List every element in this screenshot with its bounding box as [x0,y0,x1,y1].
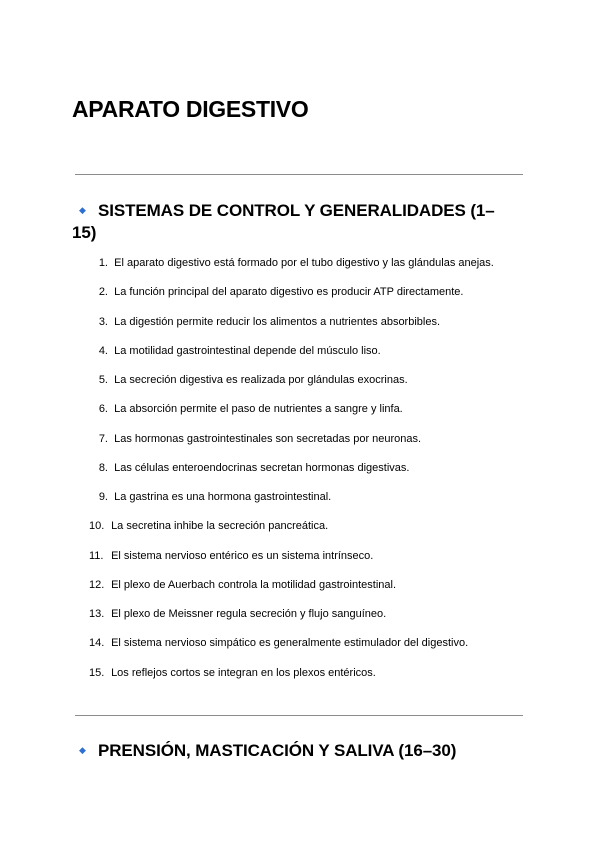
list-item [89,518,549,547]
list-item [89,489,549,518]
horizontal-rule [75,174,523,175]
item-text: Los reflejos cortos se integran en los plexos entéricos. [111,666,376,679]
item-text: El aparato digestivo está formado por el tubo digestivo y las glándulas anejas. [114,257,494,269]
item-text: La secreción digestiva es realizada por glándulas exocrinas. [114,374,408,386]
section-heading-text: PRENSIÓN, MASTICACIÓN Y SALIVA (16–30) [98,741,457,760]
statement-list [89,255,549,694]
item-text: La absorción permite el paso de nutrientes a sangre y linfa. [114,403,403,416]
item-number: 15. [89,666,105,679]
item-number: 14. [89,637,105,650]
item-number: 8. [98,461,108,474]
item-text: El plexo de Meissner regula secreción y flujo sanguíneo. [111,608,387,620]
item-text: La función principal del aparato digestivo es producir ATP directamente. [114,286,464,299]
item-text: La secretina inhibe la secreción pancreática. [111,520,329,533]
section-heading-control [72,199,502,244]
section-heading-prension [72,739,502,762]
item-text: Las hormonas gastrointestinales son secretadas por neuronas. [114,432,422,445]
item-text: El sistema nervioso simpático es generalmente estimulador del digestivo. [111,637,469,650]
list-item [89,635,549,664]
list-item [89,577,549,606]
item-text: La gastrina es una hormona gastrointestinal. [114,491,332,503]
list-item [89,606,549,635]
section-heading-text: SISTEMAS DE CONTROL Y GENERALIDADES (1–15) [72,201,495,242]
item-number: 13. [89,608,105,620]
item-number: 4. [98,344,108,357]
list-item [89,343,549,372]
item-text: La motilidad gastrointestinal depende del músculo liso. [114,344,381,357]
item-text: El plexo de Auerbach controla la motilidad gastrointestinal. [111,578,397,591]
item-number: 9. [98,491,108,503]
list-item [89,548,549,577]
diamond-bullet-icon: ◆ [79,745,86,755]
list-item [89,401,549,430]
item-number: 12. [89,578,105,591]
item-text: La digestión permite reducir los alimentos a nutrientes absorbibles. [114,315,441,328]
item-number: 6. [98,403,108,416]
item-number: 11. [89,549,104,562]
list-item [89,665,549,694]
list-item [89,372,549,401]
item-number: 10. [89,520,105,533]
document-title: APARATO DIGESTIVO [72,96,309,122]
list-item [89,284,549,313]
item-text: Las células enteroendocrinas secretan hormonas digestivas. [114,461,410,474]
list-item [89,314,549,343]
item-number: 1. [98,257,108,269]
diamond-bullet-icon: ◆ [79,205,86,215]
list-item [89,431,549,460]
item-number: 7. [98,432,108,445]
horizontal-rule [75,715,523,716]
list-item [89,460,549,489]
item-number: 5. [98,374,108,386]
list-item [89,255,549,284]
item-number: 2. [98,286,108,299]
item-text: El sistema nervioso entérico es un sistema intrínseco. [111,549,374,562]
item-number: 3. [98,315,108,328]
